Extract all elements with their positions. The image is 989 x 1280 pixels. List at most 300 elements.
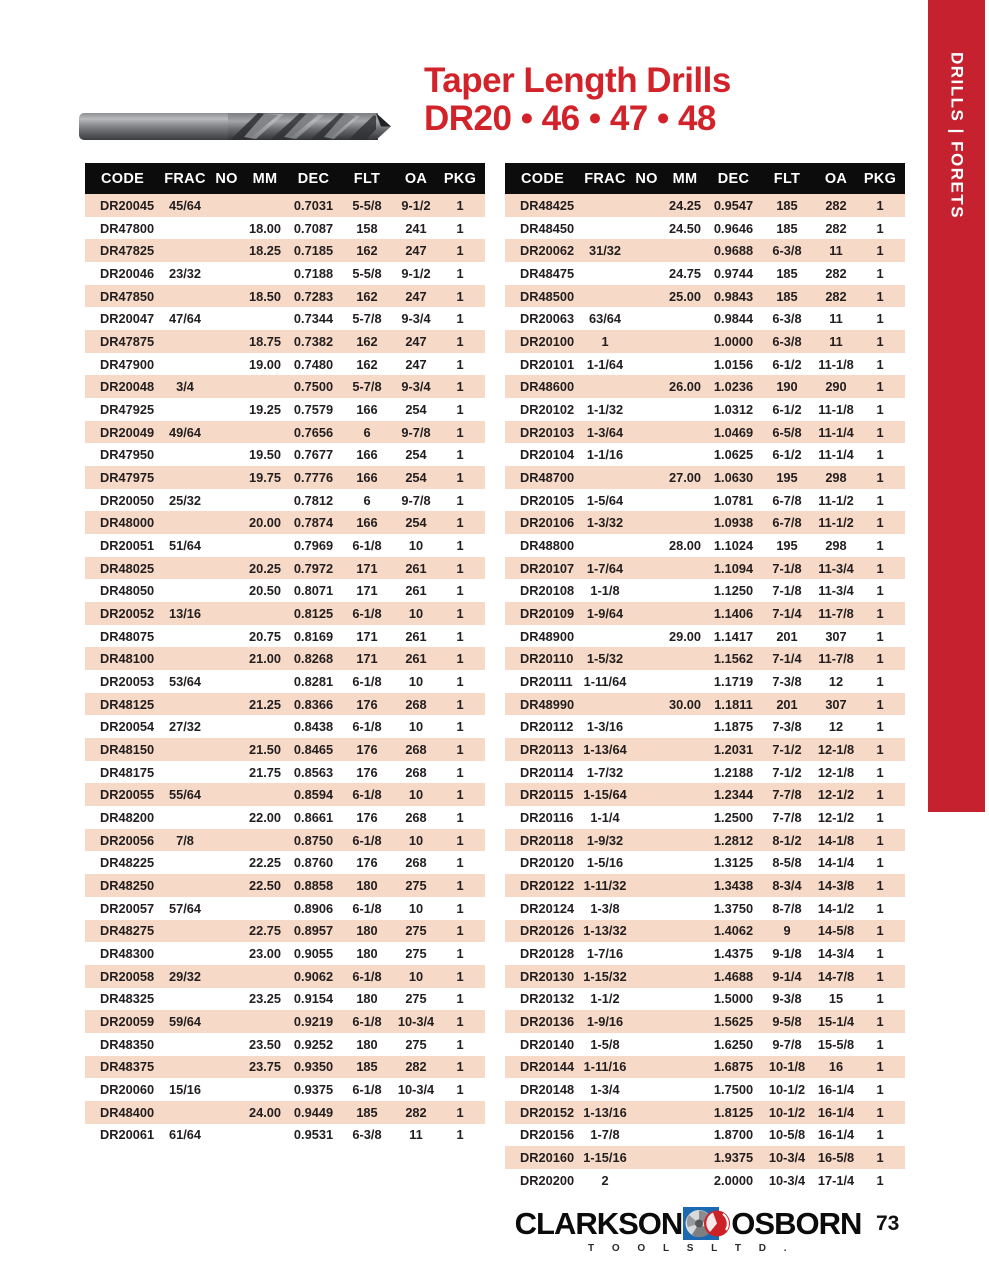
table-row [85,625,485,648]
table-cell [633,874,660,897]
table-cell: 1 [876,379,884,395]
table-cell: 10-1/8 [768,1059,806,1075]
table-cell: DR20108 [520,583,575,599]
table-cell [660,965,710,988]
table-cell [660,1033,710,1056]
table-cell [633,421,660,444]
table-cell: 12-1/8 [817,764,855,780]
table-cell: 6-1/8 [352,1082,382,1098]
table-cell: 275 [405,923,427,939]
table-cell: 1-7/32 [586,764,624,780]
table-cell: 10 [408,968,424,984]
table-cell: 15 [828,991,844,1007]
table-cell: DR20046 [100,265,155,281]
table-cell: 30.00 [668,696,702,712]
category-side-tab-label: DRILLS | FORETS [947,52,967,220]
table-cell: DR48350 [100,1036,155,1052]
table-cell: 254 [405,447,427,463]
table-row [505,761,905,784]
table-cell: 0.7344 [293,311,334,327]
table-row [505,806,905,829]
table-cell: 268 [405,741,427,757]
table-cell: 10 [408,537,424,553]
table-cell [577,375,633,398]
table-cell: 1.4375 [713,946,754,961]
table-cell [157,398,213,421]
table-cell [660,1010,710,1033]
table-cell [213,670,240,693]
table-cell: DR20130 [520,968,575,984]
table-row [505,579,905,602]
table-cell: 7-1/8 [772,560,802,576]
table-cell: 18.75 [248,333,282,349]
table-row [505,738,905,761]
table-cell: 0.8071 [293,583,334,599]
table-cell: 1 [456,1104,464,1120]
table-cell [633,647,660,670]
table-cell: 1-9/32 [586,832,624,848]
table-row [85,738,485,761]
table-cell: DR20114 [520,764,574,780]
table-cell: 6-1/8 [352,605,382,621]
table-cell [633,239,660,262]
table-cell [213,965,240,988]
table-cell: 1-1/8 [590,583,620,599]
table-row [85,874,485,897]
table-cell: 26.00 [668,379,702,395]
table-cell: 6-3/8 [772,311,802,327]
table-cell: 6-7/8 [772,515,802,531]
table-cell [633,693,660,716]
table-cell [633,783,660,806]
table-cell: 282 [405,1059,427,1075]
table-cell: 1 [456,1036,464,1052]
column-header: OA [817,163,855,194]
table-row [505,897,905,920]
table-cell: 1-11/32 [583,877,627,893]
table-cell: 1-7/64 [586,560,624,576]
table-cell: 1 [876,583,884,599]
table-cell [240,489,290,512]
table-cell [157,353,213,376]
table-row [505,557,905,580]
table-cell: DR48050 [100,583,155,599]
table-cell: 21.75 [248,764,282,780]
table-cell: 1.3750 [713,900,754,916]
table-cell: 0.8438 [293,719,334,735]
table-cell: 268 [405,809,427,825]
table-cell [633,398,660,421]
table-cell: 18.00 [248,220,282,236]
table-cell: 0.8760 [293,855,334,871]
table-cell: 1.6250 [713,1036,754,1052]
table-cell: 11-7/8 [818,605,854,621]
table-cell: 0.9252 [293,1036,334,1052]
table-cell: 0.8169 [293,628,334,644]
table-row [85,398,485,421]
column-header: CODE [85,163,157,194]
table-cell: 1-1/2 [590,991,620,1007]
table-cell [213,1056,240,1079]
table-cell: DR48400 [100,1104,155,1120]
table-cell: 6-1/2 [772,447,802,463]
table-cell [157,1056,213,1079]
table-cell [633,897,660,920]
table-cell [213,738,240,761]
table-cell: 14-1/2 [817,900,855,916]
table-cell [213,693,240,716]
table-cell: DR20103 [520,424,575,440]
table-cell: 5-7/8 [352,311,382,327]
table-cell: 1.6875 [713,1059,754,1075]
table-row [505,353,905,376]
brand-name-clarkson: CLARKSON [514,1206,683,1241]
table-cell [660,647,710,670]
table-cell: 1.1250 [713,583,754,599]
table-cell: 1 [876,900,884,916]
table-row [85,217,485,240]
table-cell [660,715,710,738]
table-cell: 10-3/4 [397,1082,435,1098]
table-cell [157,738,213,761]
table-row [85,1124,485,1147]
table-row [505,829,905,852]
table-cell: 0.7812 [293,492,334,508]
table-cell: 29.00 [668,628,702,644]
table-cell [240,421,290,444]
table-cell: 1.0630 [713,469,754,485]
table-cell: 1.5625 [713,1014,754,1030]
table-cell: 1 [456,877,464,893]
table-cell: 1 [876,1127,884,1143]
table-cell: 185 [356,1059,378,1075]
table-cell [660,1169,710,1192]
table-cell: 1-13/16 [583,1104,627,1120]
table-cell: 57/64 [168,900,202,916]
table-cell: 0.8661 [293,809,334,825]
table-row [85,353,485,376]
table-cell: 1 [876,923,884,939]
table-cell [660,443,710,466]
table-row [505,534,905,557]
table-cell: 25/32 [168,492,202,508]
table-cell: 6-5/8 [772,424,802,440]
table-cell: 247 [405,243,427,259]
table-cell: 29/32 [168,968,202,984]
table-cell: 61/64 [168,1127,202,1143]
table-row [85,920,485,943]
table-row [85,965,485,988]
table-cell [213,988,240,1011]
table-cell: 282 [825,220,847,236]
table-cell: 0.7185 [293,243,334,259]
table-cell: 282 [825,197,847,213]
table-cell [240,670,290,693]
table-cell [157,443,213,466]
table-cell [633,466,660,489]
table-row [505,1124,905,1147]
table-cell: 24.50 [668,220,702,236]
table-cell: 1 [456,1082,464,1098]
table-cell: DR20062 [520,243,575,259]
table-cell [633,942,660,965]
drill-table-left [85,163,485,1146]
table-row [505,511,905,534]
table-cell [633,217,660,240]
table-cell: 11 [829,333,843,349]
table-cell: 247 [405,356,427,372]
table-row [505,443,905,466]
table-cell: DR48500 [520,288,575,304]
table-row [85,1010,485,1033]
table-cell: 14-1/4 [817,855,855,871]
table-row [85,534,485,557]
table-cell [660,1056,710,1079]
table-cell [213,783,240,806]
table-cell: 1 [456,197,464,213]
table-cell: 1 [876,787,884,803]
table-cell [240,783,290,806]
table-row [505,625,905,648]
table-cell: 1 [456,651,464,667]
table-cell [213,489,240,512]
table-row [505,194,905,217]
table-cell [157,1033,213,1056]
table-cell: 1 [876,469,884,485]
table-cell [213,534,240,557]
table-cell [633,1056,660,1079]
table-cell: 298 [825,537,847,553]
table-cell [660,1146,710,1169]
table-cell: DR48225 [100,855,155,871]
table-cell: 10 [408,719,424,735]
table-cell [213,262,240,285]
table-cell: DR20120 [520,855,575,871]
table-row [85,783,485,806]
table-cell: 0.8563 [293,764,334,780]
table-cell: 1-7/16 [586,946,624,961]
table-row [505,1010,905,1033]
table-cell: 1.1406 [713,605,754,621]
table-cell: 1.8125 [713,1104,754,1120]
table-cell [157,693,213,716]
table-cell: 176 [356,741,378,757]
table-cell: 1-9/16 [586,1014,624,1030]
table-cell: 11 [829,243,843,259]
table-cell: 180 [356,923,378,939]
column-header: PKG [855,163,905,194]
table-cell: 254 [405,515,427,531]
table-cell: 0.8465 [293,741,334,757]
table-cell [633,443,660,466]
table-cell [577,217,633,240]
table-cell [577,285,633,308]
table-cell: 10 [408,787,424,803]
table-cell: 162 [356,333,378,349]
table-cell: DR48275 [100,923,155,939]
table-cell: 1 [876,197,884,213]
table-cell: 19.25 [248,401,282,417]
table-cell: DR20107 [520,560,575,576]
table-cell: 11 [829,311,843,327]
table-cell: DR47800 [100,220,155,236]
column-header: FLT [337,163,397,194]
table-body-right [505,194,905,1192]
table-cell: 275 [405,946,427,961]
table-cell: DR20061 [100,1127,155,1143]
table-cell: 1 [876,855,884,871]
table-row [505,262,905,285]
table-row [505,693,905,716]
table-row [505,398,905,421]
table-cell: 1 [456,379,464,395]
table-cell: DR20132 [520,991,575,1007]
table-cell: DR20051 [100,537,155,553]
table-cell [660,1124,710,1147]
table-cell: 0.9744 [713,265,754,281]
table-cell [213,239,240,262]
table-cell: 28.00 [668,537,702,553]
table-cell: 0.8957 [293,923,334,939]
table-cell: DR48000 [100,515,155,531]
table-row [85,443,485,466]
table-cell: 11-1/2 [818,515,854,531]
table-cell [660,942,710,965]
table-cell [240,375,290,398]
table-cell [213,557,240,580]
table-cell [633,330,660,353]
table-cell [633,375,660,398]
table-cell: 275 [405,877,427,893]
table-row [505,783,905,806]
table-row [85,897,485,920]
column-header: OA [397,163,435,194]
table-cell: 0.8750 [293,832,334,848]
table-cell: 1 [876,991,884,1007]
table-cell: 162 [356,356,378,372]
table-cell [633,670,660,693]
table-cell: 1 [876,1104,884,1120]
table-cell: 15-5/8 [817,1036,855,1052]
table-cell: DR20048 [100,379,155,395]
table-cell [660,330,710,353]
table-cell: 55/64 [168,787,202,803]
table-cell [660,988,710,1011]
drill-table-right [505,163,905,1192]
page-title-line2: DR20 • 46 • 47 • 48 [424,98,716,138]
table-cell: 1.5000 [713,991,754,1007]
table-cell: 10 [408,832,424,848]
table-cell [157,851,213,874]
table-cell: 1.3125 [713,855,754,871]
table-cell [633,1146,660,1169]
table-cell: 0.7874 [293,515,334,531]
table-cell: 158 [356,220,378,236]
table-row [505,670,905,693]
table-cell [633,1033,660,1056]
table-cell: 9-7/8 [772,1036,802,1052]
table-cell: 0.9688 [713,243,754,259]
table-cell [633,806,660,829]
table-cell [577,262,633,285]
table-cell: 0.9646 [713,220,754,236]
table-cell: 3/4 [176,379,194,395]
table-cell: DR48475 [520,265,575,281]
table-cell: 1.2812 [713,832,754,848]
table-cell: 49/64 [168,424,202,440]
table-cell: 185 [356,1104,378,1120]
table-cell: 166 [356,447,378,463]
table-cell: 185 [776,288,798,304]
table-cell [213,194,240,217]
table-cell [213,897,240,920]
table-cell: 23.25 [248,991,282,1007]
table-row [85,602,485,625]
table-cell: 0.9062 [293,968,334,984]
table-cell: DR20110 [520,651,574,667]
table-cell: 1.0156 [713,356,754,372]
table-cell [240,829,290,852]
table-cell: 53/64 [168,673,202,689]
table-cell: 1 [876,628,884,644]
table-cell: 11-3/4 [818,560,854,576]
table-cell [660,398,710,421]
table-cell: DR48025 [100,560,155,576]
table-cell: 1-11/16 [583,1059,627,1075]
table-cell: 0.7579 [293,401,334,417]
table-cell [213,647,240,670]
column-header: FLT [757,163,817,194]
table-cell: DR20100 [520,333,575,349]
table-cell [633,1101,660,1124]
table-cell: 6-1/2 [772,401,802,417]
table-cell: 1 [456,991,464,1007]
table-cell: DR48325 [100,991,155,1007]
table-cell: 176 [356,855,378,871]
table-cell: 1 [456,447,464,463]
table-header-left [85,163,485,194]
table-cell [157,557,213,580]
table-cell [633,511,660,534]
table-row [85,829,485,852]
table-cell: 290 [825,379,847,395]
table-cell: 1 [456,673,464,689]
table-cell: 282 [825,265,847,281]
table-cell: 1 [456,946,464,961]
table-cell: 11-3/4 [818,583,854,599]
table-cell [660,851,710,874]
table-cell: 1 [876,946,884,961]
table-cell: 10-3/4 [768,1150,806,1166]
table-cell: 1 [456,1014,464,1030]
table-cell: 1-15/32 [583,968,627,984]
table-cell: 0.8858 [293,877,334,893]
table-cell: 25.00 [668,288,702,304]
table-cell: 22.25 [248,855,282,871]
table-cell: 1 [876,809,884,825]
table-cell: 6 [363,492,371,508]
table-cell: DR20056 [100,832,155,848]
table-cell: 6-1/8 [352,900,382,916]
table-cell [633,851,660,874]
table-cell: 1 [876,696,884,712]
table-cell [633,988,660,1011]
table-cell: 16-1/4 [817,1082,855,1098]
table-cell: 0.8594 [293,787,334,803]
table-row [505,1056,905,1079]
table-cell: 45/64 [168,197,202,213]
table-row [85,942,485,965]
